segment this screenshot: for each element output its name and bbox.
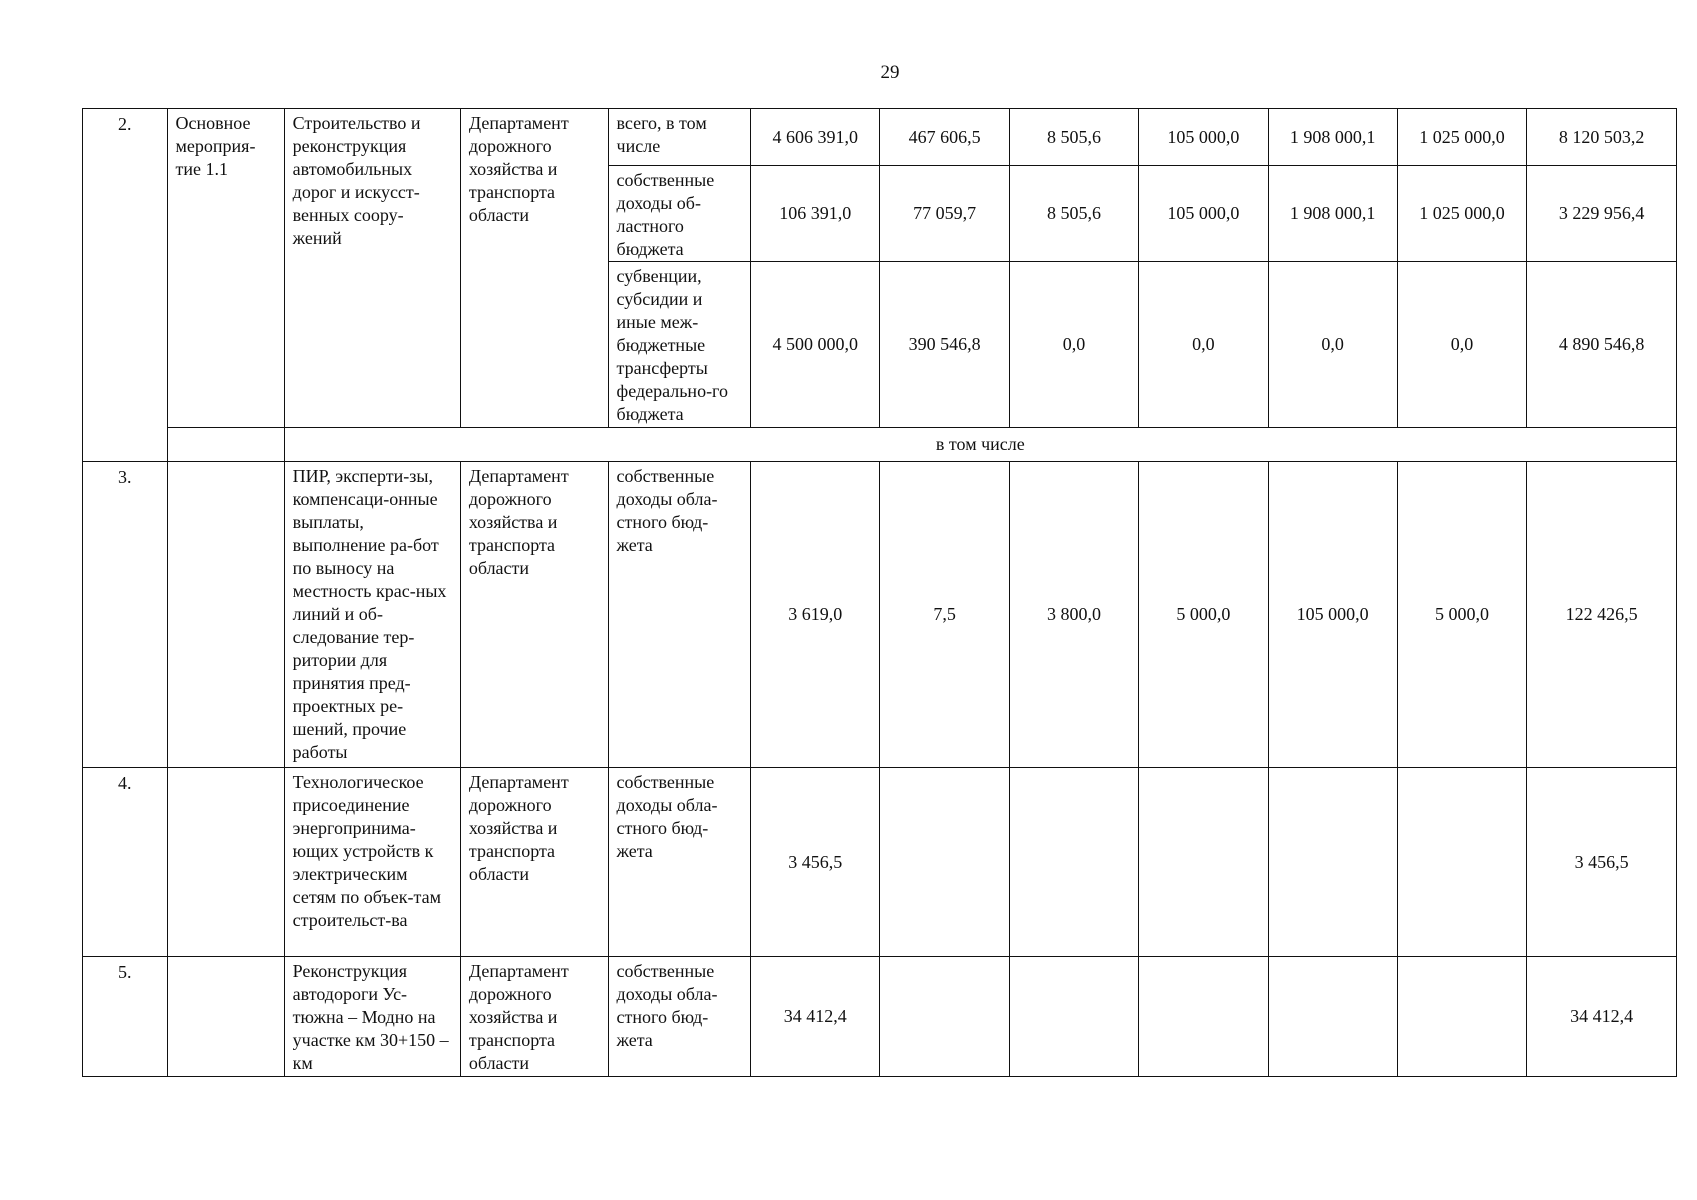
value-cell — [1268, 768, 1397, 957]
empty-cell — [167, 428, 284, 462]
source-cell: субвенции, субсидии и иные меж-бюджетные трансферты федерально-го бюджета — [608, 262, 751, 428]
name-cell: Технологическое присоединение энергопринима-ющих устройств к электрическим сетям по объек-там строительст-ва — [284, 768, 460, 957]
value-cell — [1009, 768, 1138, 957]
source-cell: всего, в том числе — [608, 109, 751, 166]
value-cell — [1397, 957, 1526, 1077]
value-cell: 8 505,6 — [1009, 109, 1138, 166]
value-cell — [1139, 957, 1268, 1077]
executor-cell: Департамент дорожного хозяйства и транспорта области — [460, 768, 608, 957]
activity-cell — [167, 462, 284, 768]
value-cell: 0,0 — [1139, 262, 1268, 428]
value-cell — [1397, 768, 1526, 957]
value-cell — [1268, 957, 1397, 1077]
table-row — [83, 768, 1677, 957]
value-cell — [880, 957, 1009, 1077]
executor-cell: Департамент дорожного хозяйства и транспорта области — [460, 462, 608, 768]
activity-cell — [167, 957, 284, 1077]
value-cell: 4 606 391,0 — [751, 109, 880, 166]
value-cell: 3 619,0 — [751, 462, 880, 768]
source-cell: собственные доходы об-ластного бюджета — [608, 166, 751, 262]
table-row — [83, 462, 1677, 768]
total-cell: 8 120 503,2 — [1527, 109, 1677, 166]
row-number: 2. — [83, 109, 168, 462]
executor-cell: Департамент дорожного хозяйства и транспорта области — [460, 957, 608, 1077]
value-cell: 105 000,0 — [1139, 109, 1268, 166]
value-cell: 7,5 — [880, 462, 1009, 768]
name-cell: ПИР, эксперти-зы, компенсаци-онные выплаты, выполнение ра-бот по выносу на местность крас-ных линий и об-следование тер-ритории для принятия пред-проектных ре-шений, прочие работы — [284, 462, 460, 768]
value-cell — [880, 768, 1009, 957]
value-cell: 467 606,5 — [880, 109, 1009, 166]
row-number: 3. — [83, 462, 168, 768]
activity-cell: Основное мероприя-тие 1.1 — [167, 109, 284, 428]
value-cell: 0,0 — [1009, 262, 1138, 428]
value-cell: 1 908 000,1 — [1268, 166, 1397, 262]
total-cell: 4 890 546,8 — [1527, 262, 1677, 428]
value-cell: 105 000,0 — [1268, 462, 1397, 768]
value-cell: 3 800,0 — [1009, 462, 1138, 768]
value-cell: 4 500 000,0 — [751, 262, 880, 428]
total-cell: 3 456,5 — [1527, 768, 1677, 957]
source-cell: собственные доходы обла-стного бюд-жета — [608, 957, 751, 1077]
value-cell: 105 000,0 — [1139, 166, 1268, 262]
value-cell — [1009, 957, 1138, 1077]
row-number: 4. — [83, 768, 168, 957]
value-cell: 77 059,7 — [880, 166, 1009, 262]
activity-cell — [167, 768, 284, 957]
value-cell: 0,0 — [1397, 262, 1526, 428]
name-cell: Реконструкция автодороги Ус-тюжна – Модно на участке км 30+150 – км — [284, 957, 460, 1077]
value-cell: 0,0 — [1268, 262, 1397, 428]
value-cell: 1 908 000,1 — [1268, 109, 1397, 166]
value-cell: 8 505,6 — [1009, 166, 1138, 262]
subheader-row — [83, 428, 1677, 462]
source-cell: собственные доходы обла-стного бюд-жета — [608, 462, 751, 768]
value-cell: 5 000,0 — [1139, 462, 1268, 768]
value-cell: 34 412,4 — [751, 957, 880, 1077]
page-number: 29 — [880, 62, 900, 83]
total-cell: 122 426,5 — [1527, 462, 1677, 768]
value-cell — [1139, 768, 1268, 957]
row-number: 5. — [83, 957, 168, 1077]
value-cell: 1 025 000,0 — [1397, 166, 1526, 262]
value-cell: 390 546,8 — [880, 262, 1009, 428]
executor-cell: Департамент дорожного хозяйства и транспорта области — [460, 109, 608, 428]
subheader: в том числе — [284, 428, 1676, 462]
source-cell: собственные доходы обла-стного бюд-жета — [608, 768, 751, 957]
value-cell: 106 391,0 — [751, 166, 880, 262]
value-cell: 1 025 000,0 — [1397, 109, 1526, 166]
value-cell: 3 456,5 — [751, 768, 880, 957]
value-cell: 5 000,0 — [1397, 462, 1526, 768]
table-row — [83, 957, 1677, 1077]
total-cell: 34 412,4 — [1527, 957, 1677, 1077]
table-row — [83, 109, 1677, 166]
total-cell: 3 229 956,4 — [1527, 166, 1677, 262]
budget-table — [82, 108, 1677, 1077]
name-cell: Строительство и реконструкция автомобильных дорог и искусст-венных соору-жений — [284, 109, 460, 428]
